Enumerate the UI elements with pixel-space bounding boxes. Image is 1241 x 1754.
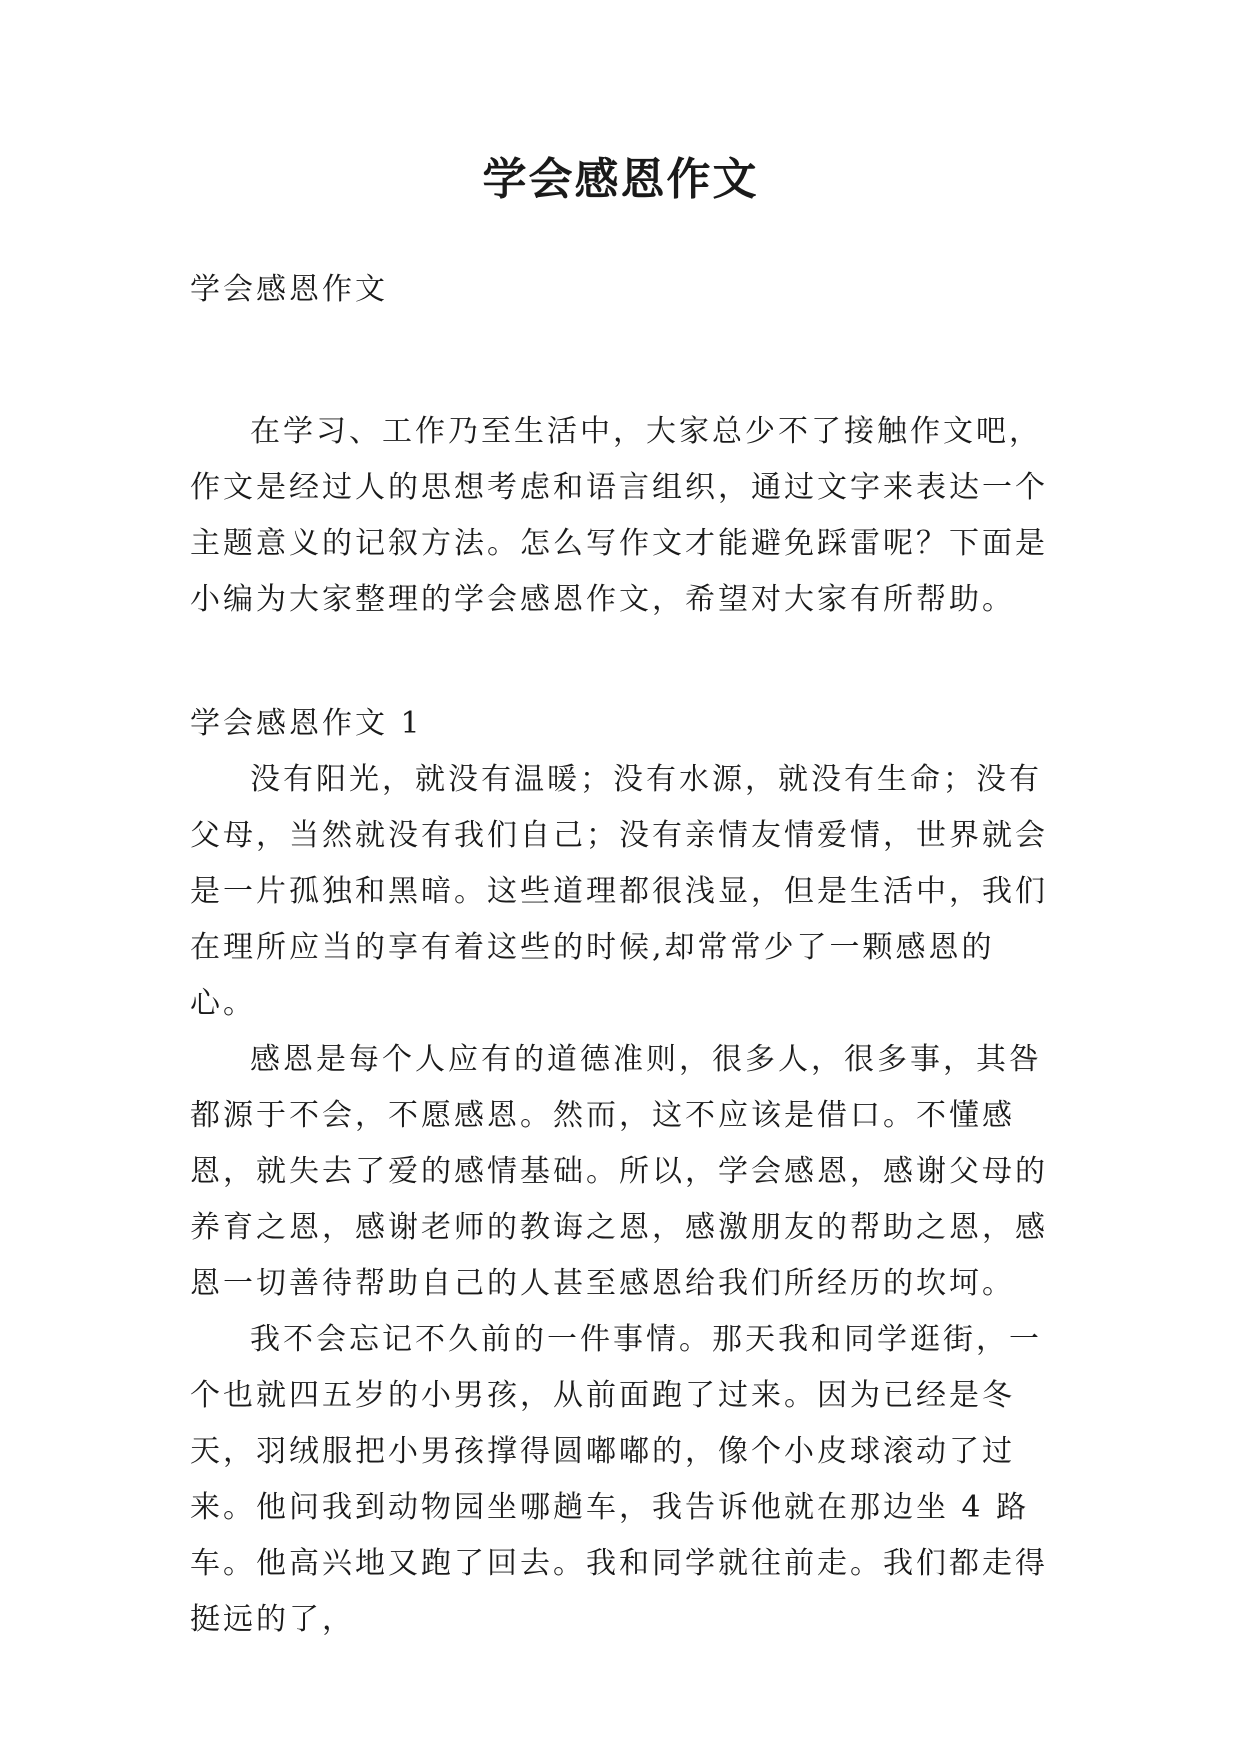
intro-paragraph: 在学习、工作乃至生活中，大家总少不了接触作文吧，作文是经过人的思想考虑和语言组织，通过文字来表达一个主题意义的记叙方法。怎么写作文才能避免踩雷呢？下面是小编为大家整理的学会感恩作文，希望对大家有所帮助。 [190,414,1048,617]
document-title: 学会感恩作文 [482,154,759,205]
body-paragraph: 感恩是每个人应有的道德准则，很多人，很多事，其咎都源于不会，不愿感恩。然而，这不应该是借口。不懂感恩，就失去了爱的感情基础。所以，学会感恩，感谢父母的养育之恩，感谢老师的教诲之恩，感激朋友的帮助之恩，感恩一切善待帮助自己的人甚至感恩给我们所经历的坎坷。 [190,1042,1048,1301]
body-paragraph: 没有阳光，就没有温暖；没有水源，就没有生命；没有父母，当然就没有我们自己；没有亲情友情爱情，世界就会是一片孤独和黑暗。这些道理都很浅显，但是生活中，我们在理所应当的享有着这些的时候,却常常少了一颗感恩的心。 [190,762,1048,1021]
section-1 [190,696,1060,1648]
section-heading: 学会感恩作文 1 [190,706,423,741]
body-paragraph: 我不会忘记不久前的一件事情。那天我和同学逛街，一个也就四五岁的小男孩，从前面跑了过来。因为已经是冬天，羽绒服把小男孩撑得圆嘟嘟的，像个小皮球滚动了过来。他问我到动物园坐哪趟车，我告诉他就在那边坐 4 路车。他高兴地又跑了回去。我和同学就往前走。我们都走得挺远的了， [190,1322,1048,1637]
document-subtitle: 学会感恩作文 [190,272,388,307]
